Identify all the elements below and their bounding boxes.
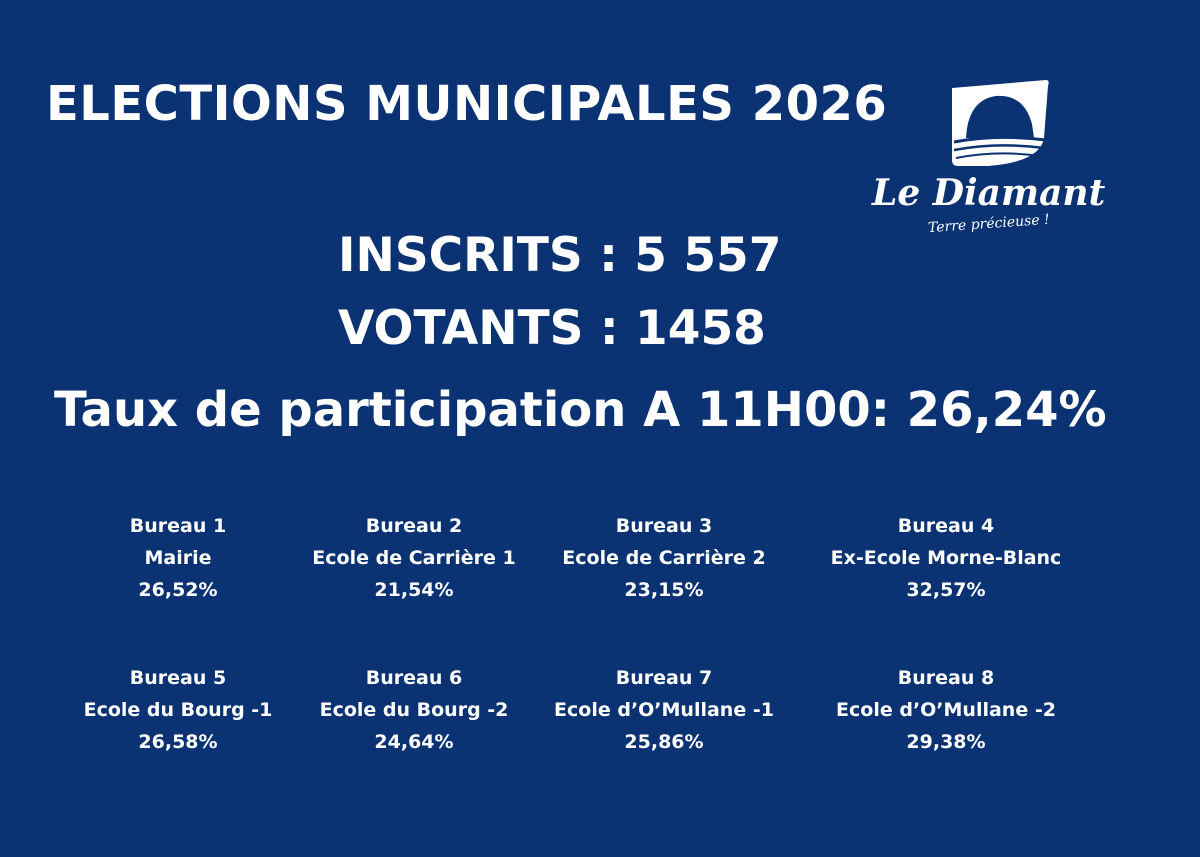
bureau-6	[296, 662, 532, 758]
bureau-label: Bureau 4	[897, 515, 995, 537]
bureau-rate: 32,57%	[906, 579, 986, 601]
bureau-location: Ecole d’O’Mullane -2	[836, 699, 1056, 721]
bureaux-grid	[60, 510, 1120, 758]
bureau-location: Ecole de Carrière 1	[312, 547, 516, 569]
bureau-rate: 29,38%	[906, 731, 986, 753]
bureau-label: Bureau 1	[129, 515, 227, 537]
bureau-location: Ecole d’O’Mullane -1	[554, 699, 774, 721]
bureau-label: Bureau 5	[129, 667, 227, 689]
bureau-1	[60, 510, 296, 606]
inscrits-count: INSCRITS : 5 557	[338, 228, 782, 283]
participation-rate: Taux de participation A 11H00: 26,24%	[54, 382, 1107, 438]
bureau-4	[796, 510, 1096, 606]
diamond-rock-emblem-icon	[868, 76, 1108, 171]
logo-tagline: Terre précieuse !	[927, 211, 1051, 237]
bureau-5	[60, 662, 296, 758]
bureau-label: Bureau 6	[365, 667, 463, 689]
bureau-rate: 25,86%	[624, 731, 704, 753]
bureau-label: Bureau 7	[615, 667, 713, 689]
bureau-location: Mairie	[144, 547, 212, 569]
bureau-label: Bureau 8	[897, 667, 995, 689]
le-diamant-logo	[868, 76, 1108, 256]
bureau-location: Ecole du Bourg -2	[319, 699, 509, 721]
bureau-rate: 26,52%	[138, 579, 218, 601]
logo-brand-text: Le Diamant	[872, 172, 1106, 214]
bureau-location: Ecole du Bourg -1	[83, 699, 273, 721]
bureau-label: Bureau 2	[365, 515, 463, 537]
page-title: ELECTIONS MUNICIPALES 2026	[46, 76, 888, 132]
bureau-label: Bureau 3	[615, 515, 713, 537]
bureau-rate: 23,15%	[624, 579, 704, 601]
bureau-7	[532, 662, 796, 758]
bureau-location: Ecole de Carrière 2	[562, 547, 766, 569]
bureau-rate: 21,54%	[374, 579, 454, 601]
bureau-rate: 24,64%	[374, 731, 454, 753]
bureau-8	[796, 662, 1096, 758]
votants-count: VOTANTS : 1458	[338, 301, 766, 356]
bureau-3	[532, 510, 796, 606]
bureau-rate: 26,58%	[138, 731, 218, 753]
bureau-2	[296, 510, 532, 606]
bureau-location: Ex-Ecole Morne-Blanc	[830, 547, 1062, 569]
